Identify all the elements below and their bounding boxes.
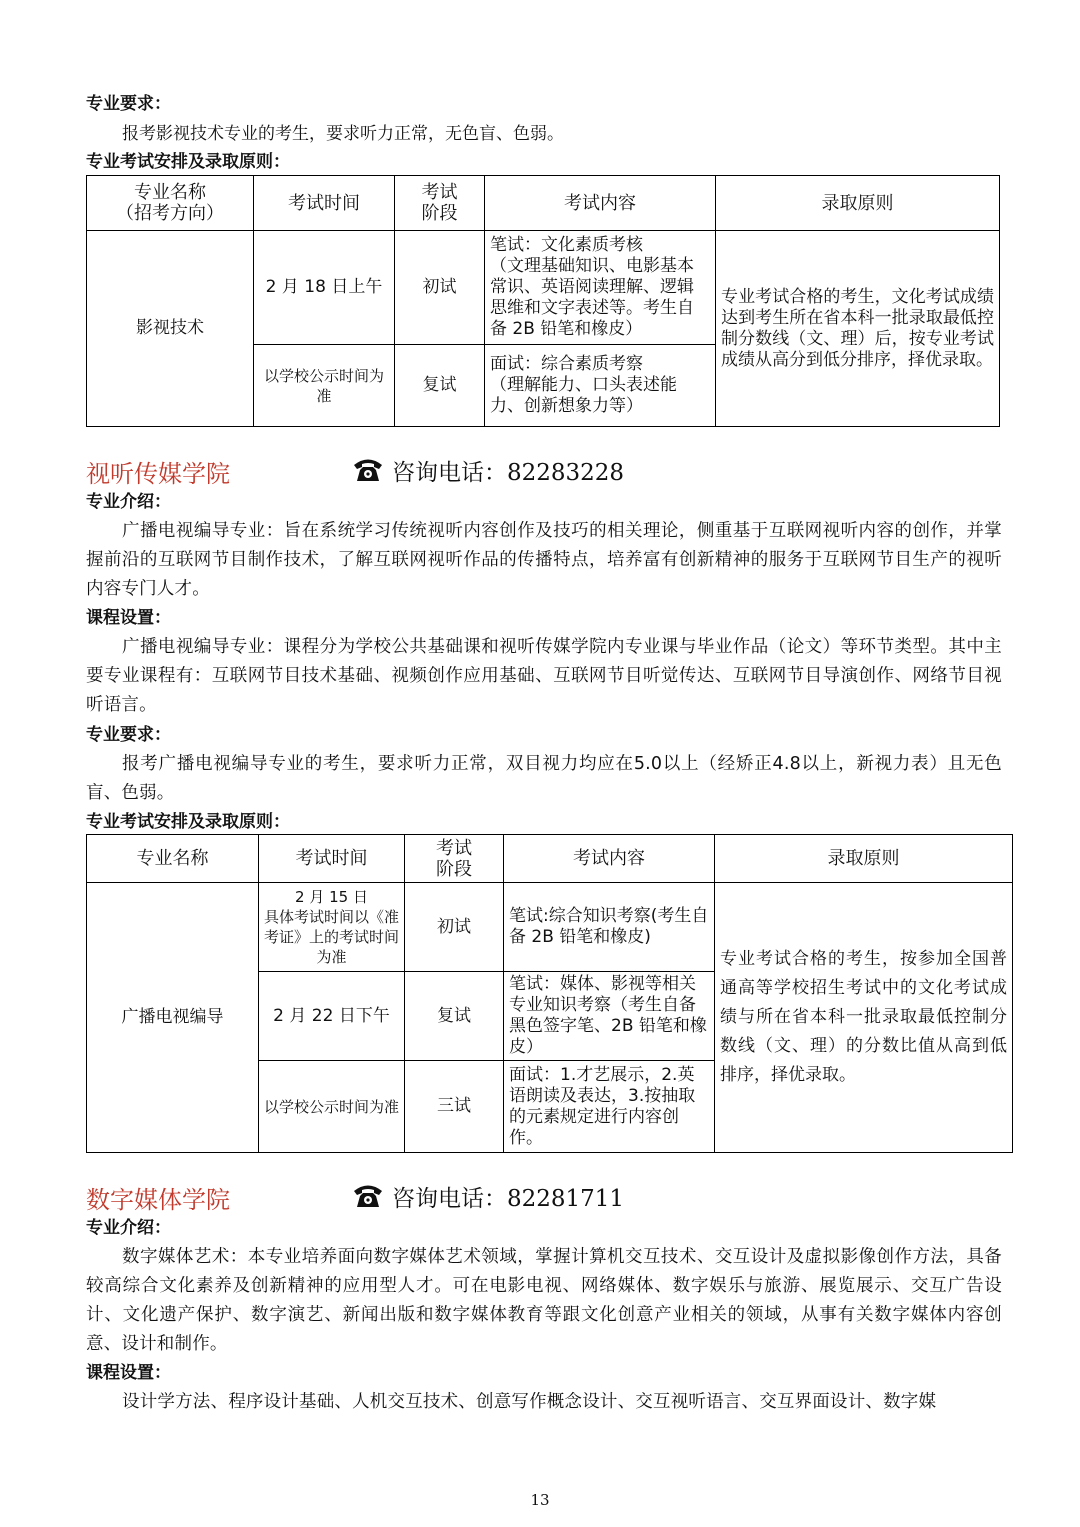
exam-arrangement-heading: 专业考试安排及录取原则： [86, 152, 290, 172]
header-content: 考试内容 [485, 176, 716, 231]
college-header [86, 1180, 1006, 1214]
admission-principle-cell: 专业考试合格的考生，文化考试成绩达到考生所在省本科一批录取最低控制分数线（文、理）后，按专业考试成绩从高分到低分排序，择优录取。 [716, 231, 1000, 427]
phone-label: 咨询电话： [392, 1186, 507, 1212]
phone-line [392, 454, 624, 487]
exam-stage-cell: 三试 [405, 1061, 504, 1153]
course-heading: 课程设置： [86, 608, 171, 628]
header-time: 考试时间 [254, 176, 395, 231]
exam-time-cell: 2 月 15 日 具体考试时间以《准考证》上的考试时间为准 [259, 883, 405, 972]
major-cell: 影视技术 [87, 231, 254, 427]
exam-stage-cell: 初试 [395, 231, 485, 345]
exam-stage-cell: 初试 [405, 883, 504, 972]
admission-principle-cell: 专业考试合格的考生，按参加全国普通高等学校招生考试中的文化考试成绩与所在省本科一批录取最低控制分数线（文、理）的分数比值从高到低排序，择优录取。 [715, 883, 1013, 1153]
exam-table-film-tech [86, 175, 1000, 427]
header-time: 考试时间 [259, 835, 405, 883]
intro-paragraph: 数字媒体艺术：本专业培养面向数字媒体艺术领域，掌握计算机交互技术、交互设计及虚拟影像创作方法，具备较高综合文化素养及创新精神的应用型人才。可在电影电视、网络媒体、数字娱乐与旅游、展览展示、交互广告设计、文化遗产保护、数字演艺、新闻出版和数字媒体教育等跟文化创意产业相关的领域，从事有关数字媒体内容创意、设计和制作。 [86, 1247, 1002, 1354]
header-principle: 录取原则 [716, 176, 1000, 231]
requirements-text: 报考影视技术专业的考生，要求听力正常，无色盲、色弱。 [122, 124, 564, 144]
college-header [86, 454, 1006, 488]
header-major: 专业名称 [87, 835, 259, 883]
telephone-icon [352, 456, 384, 484]
phone-label: 咨询电话： [392, 460, 507, 486]
phone-number: 82283228 [507, 460, 625, 486]
college-name: 数字媒体学院 [86, 1186, 230, 1214]
exam-content-cell: 笔试:综合知识考察(考生自备 2B 铅笔和橡皮) [504, 883, 715, 972]
header-principle: 录取原则 [715, 835, 1013, 883]
exam-time-cell: 2 月 22 日下午 [259, 972, 405, 1061]
requirements-paragraph: 报考广播电视编导专业的考生，要求听力正常，双目视力均应在5.0以上（经矫正4.8以上，新视力表）且无色盲、色弱。 [86, 754, 1002, 803]
exam-stage-cell: 复试 [405, 972, 504, 1061]
exam-stage-cell: 复试 [395, 345, 485, 427]
requirements-heading: 专业要求： [86, 725, 171, 745]
header-major: 专业名称 （招考方向） [87, 176, 254, 231]
course-heading: 课程设置： [86, 1363, 171, 1383]
intro-heading: 专业介绍： [86, 1218, 171, 1238]
course-paragraph: 设计学方法、程序设计基础、人机交互技术、创意写作概念设计、交互视听语言、交互界面设计、数字媒 [122, 1392, 937, 1412]
exam-time-cell: 2 月 18 日上午 [254, 231, 395, 345]
telephone-icon [352, 1182, 384, 1210]
exam-time-cell: 以学校公示时间为准 [254, 345, 395, 427]
phone-number: 82281711 [507, 1186, 625, 1212]
exam-arrangement-heading: 专业考试安排及录取原则： [86, 812, 290, 832]
exam-table-broadcast [86, 834, 1013, 1153]
course-paragraph: 广播电视编导专业：课程分为学校公共基础课和视听传媒学院内专业课与毕业作品（论文）等环节类型。其中主要专业课程有：互联网节目技术基础、视频创作应用基础、互联网节目听觉传达、互联网节目导演创作、网络节目视听语言。 [86, 637, 1002, 715]
college-name: 视听传媒学院 [86, 460, 230, 488]
intro-heading: 专业介绍： [86, 492, 171, 512]
header-content: 考试内容 [504, 835, 715, 883]
exam-content-cell: 面试：综合素质考察 （理解能力、口头表述能力、创新想象力等） [485, 345, 716, 427]
exam-content-cell: 面试：1.才艺展示，2.英语朗读及表达，3.按抽取的元素规定进行内容创作。 [504, 1061, 715, 1153]
exam-content-cell: 笔试：文化素质考核 （文理基础知识、电影基本常识、英语阅读理解、逻辑思维和文字表述等。考生自备 2B 铅笔和橡皮） [485, 231, 716, 345]
phone-line [392, 1180, 624, 1213]
major-cell: 广播电视编导 [87, 883, 259, 1153]
header-stage: 考试 阶段 [395, 176, 485, 231]
intro-paragraph: 广播电视编导专业：旨在系统学习传统视听内容创作及技巧的相关理论，侧重基于互联网视听内容的创作，并掌握前沿的互联网节目制作技术，了解互联网视听作品的传播特点，培养富有创新精神的服务于互联网节目生产的视听内容专门人才。 [86, 521, 1002, 599]
exam-content-cell: 笔试：媒体、影视等相关专业知识考察（考生自备黑色签字笔、2B 铅笔和橡皮） [504, 972, 715, 1061]
header-stage: 考试 阶段 [405, 835, 504, 883]
requirements-heading: 专业要求： [86, 94, 171, 114]
exam-time-cell: 以学校公示时间为准 [259, 1061, 405, 1153]
page-number: 13 [530, 1491, 550, 1509]
